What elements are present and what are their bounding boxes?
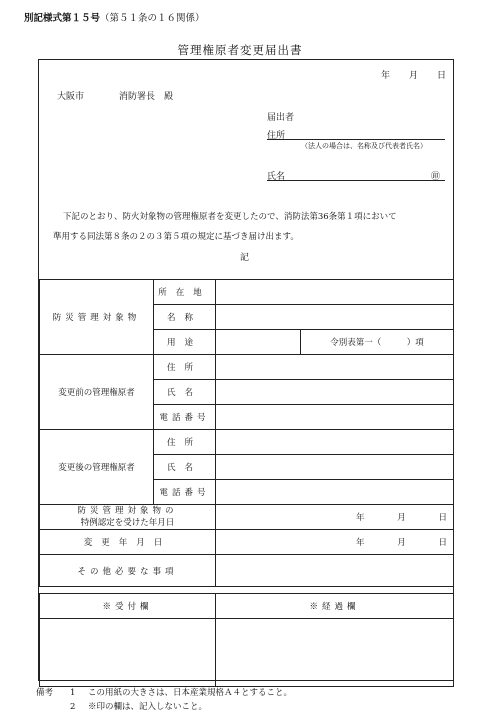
change-date-label: 変更年月日	[40, 530, 216, 555]
use-label: 用途	[154, 330, 216, 355]
form-article-note: （第５１条の１６関係）	[100, 13, 205, 24]
addressee-recipient: 消防署長 殿	[119, 92, 174, 102]
target-name-field[interactable]	[216, 305, 454, 330]
use-field[interactable]	[216, 330, 301, 355]
progress-header: ※経過欄	[216, 594, 454, 619]
new-address-label: 住所	[154, 430, 216, 455]
remarks	[36, 686, 292, 714]
cert-month-label: 月	[397, 513, 406, 523]
receipt-field	[40, 619, 216, 687]
previous-name-field[interactable]	[216, 380, 454, 405]
certification-date-field[interactable]	[216, 505, 454, 530]
name-label: 氏名	[267, 172, 286, 182]
submitter-label: 届出者	[267, 113, 295, 123]
remarks-item-2	[36, 700, 292, 714]
page-title: 管理権原者変更届出書	[177, 43, 303, 57]
change-year-label: 年	[356, 538, 365, 548]
date-month-label: 月	[409, 71, 419, 81]
body-text-line2: 準用する同法第８条の２の３第５項の規定に基づき届け出ます。	[53, 232, 299, 242]
target-label: 防災管理対象物	[40, 280, 154, 355]
date-day-label: 日	[437, 71, 447, 81]
notification-form	[38, 59, 454, 681]
certification-date-label	[40, 505, 216, 530]
previous-phone-field[interactable]	[216, 405, 454, 430]
remarks-number: 1	[70, 688, 76, 698]
previous-address-field[interactable]	[216, 355, 454, 380]
new-phone-label: 電話番号	[154, 480, 216, 505]
other-matters-label: その他必要な事項	[40, 555, 216, 587]
table-row	[40, 530, 454, 555]
cert-year-label: 年	[356, 513, 365, 523]
address-note: （法人の場合は、名称及び代表者氏名）	[301, 142, 427, 150]
target-name-label: 名称	[154, 305, 216, 330]
table-gap	[40, 587, 454, 594]
new-owner-label: 変更後の管理権原者	[40, 430, 154, 505]
table-row	[40, 555, 454, 587]
table-row	[40, 594, 454, 619]
ki-label: 記	[240, 253, 250, 263]
table-row	[40, 505, 454, 530]
declaration-section	[39, 60, 453, 279]
previous-name-label: 氏名	[154, 380, 216, 405]
remarks-label: 備考	[36, 688, 54, 698]
change-day-label: 日	[438, 538, 447, 548]
change-month-label: 月	[397, 538, 406, 548]
previous-address-label: 住所	[154, 355, 216, 380]
address-label: 住所	[267, 131, 286, 141]
body-text-line1: 下記のとおり、防火対象物の管理権原者を変更したので、消防法第36条第１項において	[63, 212, 397, 222]
remarks-item-1	[36, 686, 292, 700]
new-address-field[interactable]	[216, 430, 454, 455]
use-category-label: 令別表第一（ ）項	[301, 330, 454, 355]
location-label: 所在地	[154, 280, 216, 305]
new-name-field[interactable]	[216, 455, 454, 480]
form-header	[24, 10, 205, 24]
other-matters-field[interactable]	[216, 555, 454, 587]
seal-mark: ㊞	[431, 172, 441, 182]
table-row	[40, 430, 454, 455]
table-row	[40, 619, 454, 687]
table-spacer	[40, 587, 454, 594]
addressee-city: 大阪市	[57, 92, 85, 102]
table-row	[40, 280, 454, 305]
remarks-text: ※印の欄は、記入しないこと。	[88, 702, 208, 712]
date-year-label: 年	[381, 71, 391, 81]
previous-owner-label: 変更前の管理権原者	[40, 355, 154, 430]
new-name-label: 氏名	[154, 455, 216, 480]
table-row	[40, 355, 454, 380]
change-date-field[interactable]	[216, 530, 454, 555]
certification-label-line1: 防災管理対象物の	[77, 506, 178, 516]
address-underline	[267, 139, 445, 140]
location-field[interactable]	[216, 280, 454, 305]
certification-label-line2: 特例認定を受けた年月日	[80, 518, 175, 528]
remarks-text: この用紙の大きさは、日本産業規格Ａ４とすること。	[88, 688, 293, 698]
form-number: 別記様式第１５号	[24, 13, 101, 24]
progress-field	[216, 619, 454, 687]
new-phone-field[interactable]	[216, 480, 454, 505]
name-underline	[267, 180, 445, 181]
cert-day-label: 日	[438, 513, 447, 523]
receipt-header: ※受付欄	[40, 594, 216, 619]
details-table	[39, 279, 454, 687]
previous-phone-label: 電話番号	[154, 405, 216, 430]
remarks-number: 2	[70, 702, 76, 712]
